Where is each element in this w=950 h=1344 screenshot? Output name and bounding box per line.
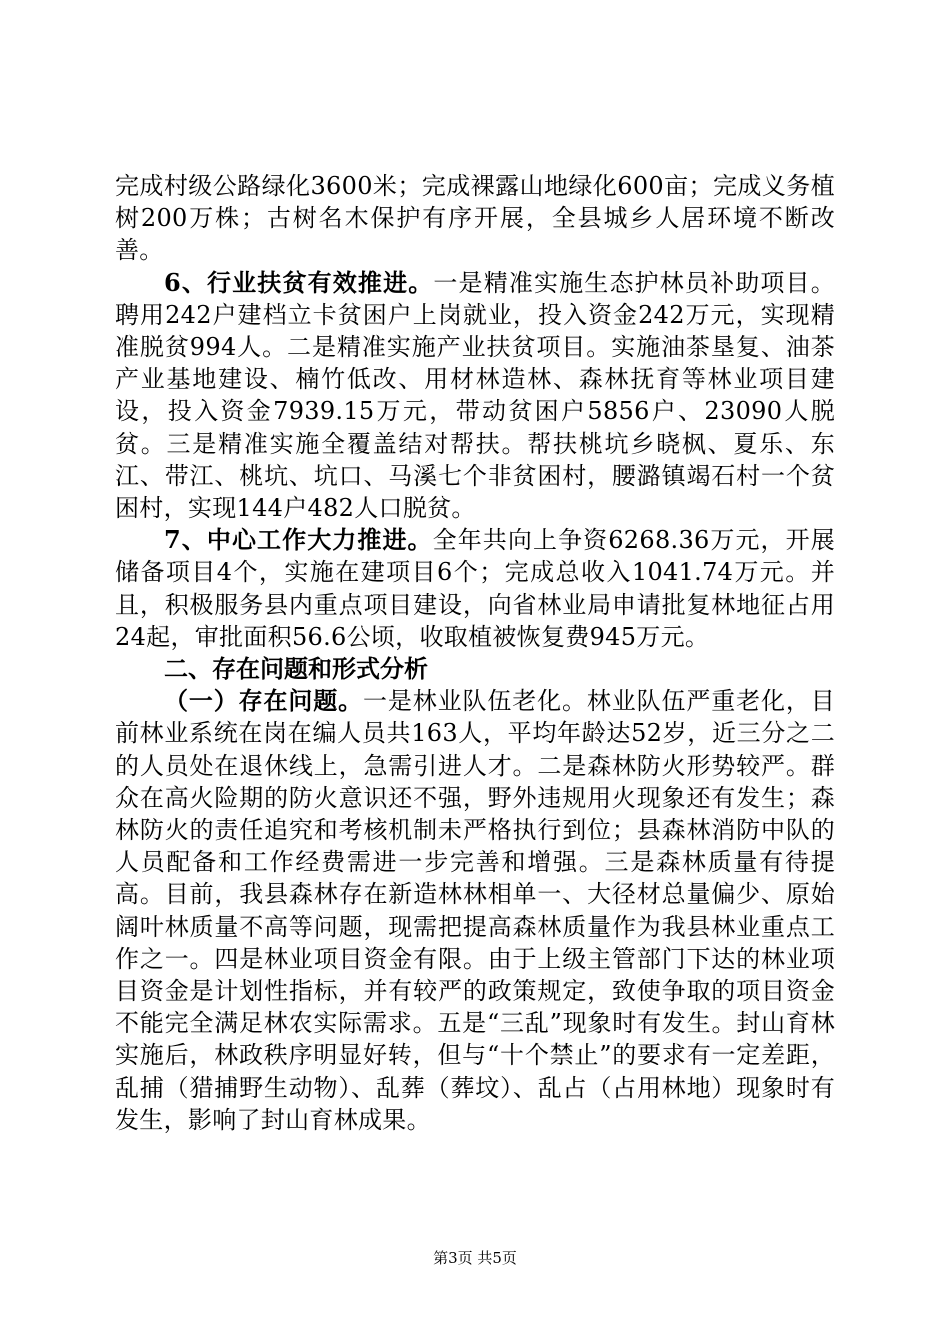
page-footer — [0, 1248, 950, 1268]
section-heading: 二、存在问题和形式分析 — [164, 654, 428, 684]
page-number-label: 第3页 共5页 — [433, 1249, 517, 1267]
paragraph-text: 完成村级公路绿化3600米；完成裸露山地绿化600亩；完成义务植树200万株；古树名木保护有序开展，全县城乡人居环境不断改善。 — [115, 172, 835, 265]
paragraph-text: 全年共向上争资6268.36万元，开展储备项目4个，实施在建项目6个；完成总收入1041.74万元。并且，积极服务县内重点项目建设，向省林业局申请批复林地征占用24起，审批面积56.6公顷，收取植被恢复费945万元。 — [115, 526, 836, 651]
paragraph-problems — [115, 685, 835, 1136]
paragraph-bold-lead: 6、行业扶贫有效推进。 — [164, 267, 434, 297]
paragraph-text: 一是精准实施生态护林员补助项目。聘用242户建档立卡贫困户上岗就业，投入资金242万元，实现精准脱贫994人。二是精准实施产业扶贫项目。实施油茶垦复、油茶产业基地建设、楠竹低改、用材林造林、森林抚育等林业项目建设，投入资金7939.15万元，带动贫困户5856户、23090人脱贫。三是精准实施全覆盖结对帮扶。帮扶桃坑乡晓枫、夏乐、东江、带江、桃坑、坑口、马溪七个非贫困村，腰潞镇竭石村一个贫困村，实现144户482人口脱贫。 — [115, 268, 835, 523]
paragraph-text: 一是林业队伍老化。林业队伍严重老化，目前林业系统在岗在编人员共163人，平均年龄达52岁，近三分之二的人员处在退休线上，急需引进人才。二是森林防火形势较严。群众在高火险期的防火意识还不强，野外违规用火现象还有发生；森林防火的责任追究和考核机制未严格执行到位；县森林消防中队的人员配备和工作经费需进一步完善和增强。三是森林质量有待提高。目前，我县森林存在新造林林相单一、大径材总量偏少、原始阔叶林质量不高等问题，现需把提高森林质量作为我县林业重点工作之一。四是林业项目资金有限。由于上级主管部门下达的林业项目资金是计划性指标，并有较严的政策规定，致使争取的项目资金不能完全满足林农实际需求。五是“三乱”现象时有发生。封山育林实施后，林政秩序明显好转，但与“十个禁止”的要求有一定差距，乱捕（猎捕野生动物）、乱葬（葬坟）、乱占（占用林地）现象时有发生，影响了封山育林成果。 — [115, 687, 835, 1134]
document-body — [115, 170, 835, 1136]
paragraph-bold-lead: 7、中心工作大力推进。 — [164, 525, 433, 555]
paragraph-greening — [115, 170, 835, 267]
paragraph-center-work — [115, 524, 835, 653]
paragraph-industry-poverty — [115, 267, 835, 525]
paragraph-bold-lead: （一）存在问题。 — [164, 686, 363, 716]
